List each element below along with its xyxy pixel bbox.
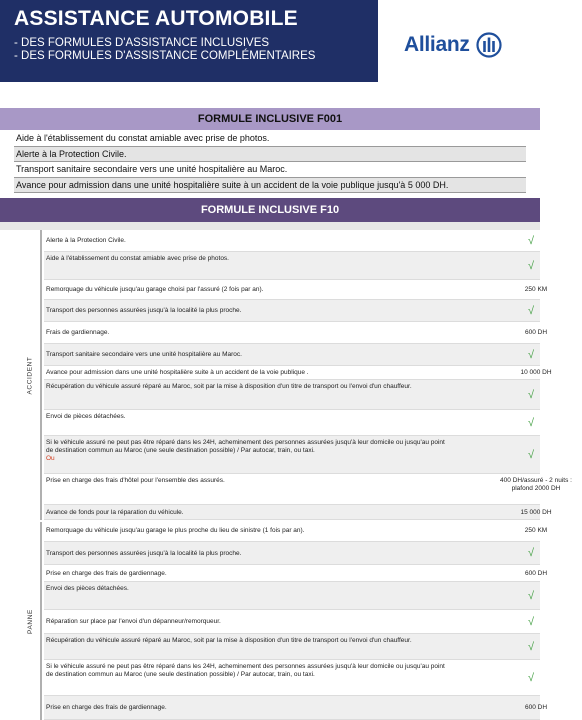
checkmark-icon: √ bbox=[528, 640, 535, 653]
page-title: ASSISTANCE AUTOMOBILE bbox=[14, 7, 298, 30]
checkmark-icon: √ bbox=[528, 615, 535, 628]
panne-item bbox=[44, 565, 548, 582]
accident-item bbox=[44, 252, 540, 280]
accident-item-value: 15 000 DH bbox=[520, 508, 552, 516]
checkmark-icon: √ bbox=[528, 671, 535, 684]
panne-item bbox=[44, 634, 540, 660]
accident-item-label: Prise en charge des frais d'hôtel pour l'ensemble des assurés. bbox=[46, 477, 225, 484]
accident-item-value: 10 000 DH bbox=[520, 369, 552, 376]
panne-item-value: 600 DH bbox=[524, 704, 548, 711]
panne-item-label: Si le véhicule assuré ne peut pas être réparé dans les 24H, acheminement des personnes assurées jusqu'à leur domicile ou jusqu'au point de destination commun au Maroc (une seule destination possible) / Par autocar, train, ou taxi. bbox=[46, 663, 445, 678]
checkmark-icon: √ bbox=[528, 589, 535, 602]
panne-item-label: Envoi des pièces détachées. bbox=[46, 585, 129, 592]
f001-list bbox=[14, 131, 526, 193]
panne-group-divider bbox=[40, 522, 42, 720]
panne-item-value: 250 KM bbox=[524, 527, 548, 534]
accident-item bbox=[44, 436, 540, 474]
panne-item bbox=[44, 660, 540, 696]
panne-item-label: Récupération du véhicule assuré réparé au Maroc, soit par la mise à disposition d'un titre de transport ou l'envoi d'un chauffeur. bbox=[46, 637, 412, 644]
header bbox=[0, 0, 540, 100]
subtitle-inclusive: - DES FORMULES D'ASSISTANCE INCLUSIVES bbox=[14, 37, 270, 49]
accident-item-label: Aide à l'établissement du constat amiable avec prise de photos. bbox=[46, 255, 229, 262]
accident-item bbox=[44, 366, 552, 380]
accident-item-value: 400 DH/assuré - 2 nuits : plafond 2000 DH bbox=[500, 477, 572, 492]
accident-item-label: Si le véhicule assuré ne peut pas être réparé dans les 24H, acheminement des personnes assurées jusqu'à leur domicile ou jusqu'au point de destination commun au Maroc (une seule destination possible) / Par autocar, train, ou taxi. Ou bbox=[46, 439, 448, 463]
panne-item bbox=[44, 610, 540, 634]
checkmark-icon: √ bbox=[528, 448, 535, 461]
allianz-eagle-icon bbox=[476, 32, 502, 58]
accident-item bbox=[44, 380, 540, 410]
checkmark-icon: √ bbox=[528, 547, 535, 559]
accident-item-label: Alerte à la Protection Civile. bbox=[46, 237, 126, 244]
left-margin bbox=[0, 230, 20, 720]
accident-item bbox=[44, 300, 540, 322]
accident-item-label: Récupération du véhicule assuré réparé au Maroc, soit par la mise à disposition d'un titre de transport ou l'envoi d'un chauffeur. bbox=[46, 383, 412, 390]
accident-item bbox=[44, 280, 548, 300]
logo-text: Allianz bbox=[404, 33, 470, 56]
panne-item-value: 600 DH bbox=[524, 569, 548, 577]
accident-item-label: Avance pour admission dans une unité hospitalière suite à un accident de la voie publique . bbox=[46, 369, 309, 376]
panne-item-label: Prise en charge des frais de gardiennage. bbox=[46, 569, 167, 577]
checkmark-icon: √ bbox=[528, 259, 535, 272]
f001-item: Aide à l'établissement du constat amiable avec prise de photos. bbox=[14, 131, 526, 147]
checkmark-icon: √ bbox=[528, 416, 535, 429]
title-box bbox=[0, 0, 378, 82]
accident-group-label: ACCIDENT bbox=[26, 355, 34, 395]
panne-group-label: PANNE bbox=[26, 608, 34, 634]
accident-item-value: 250 KM bbox=[524, 286, 548, 293]
f001-item: Alerte à la Protection Civile. bbox=[14, 147, 526, 163]
panne-item-label: Transport des personnes assurées jusqu'à la localité la plus proche. bbox=[46, 549, 242, 557]
f10-header-strip bbox=[0, 222, 540, 230]
panne-item-label: Réparation sur place par l'envoi d'un dépanneur/remorqueur. bbox=[46, 618, 221, 625]
f001-title-bar: FORMULE INCLUSIVE F001 bbox=[0, 108, 540, 130]
checkmark-icon: √ bbox=[528, 234, 535, 247]
checkmark-icon: √ bbox=[528, 348, 535, 361]
panne-item bbox=[44, 520, 548, 542]
accident-item bbox=[44, 230, 540, 252]
allianz-logo bbox=[404, 32, 502, 58]
panne-item bbox=[44, 696, 548, 720]
accident-item-label: Transport sanitaire secondaire vers une unité hospitalière au Maroc. bbox=[46, 351, 242, 358]
checkmark-icon: √ bbox=[528, 388, 535, 401]
accident-item bbox=[44, 344, 540, 366]
accident-item bbox=[44, 505, 552, 520]
accident-item bbox=[44, 474, 572, 505]
accident-item-value: 600 DH bbox=[524, 329, 548, 336]
accident-item-label: Remorquage du véhicule jusqu'au garage choisi par l'assuré (2 fois par an). bbox=[46, 286, 264, 293]
ou-connector: Ou bbox=[46, 455, 55, 462]
checkmark-icon: √ bbox=[528, 304, 535, 317]
panne-item-label: Remorquage du véhicule jusqu'au garage le plus proche du lieu de sinistre (1 fois par an). bbox=[46, 527, 305, 534]
panne-item-label: Prise en charge des frais de gardiennage. bbox=[46, 704, 167, 711]
subtitle-complementary: - DES FORMULES D'ASSISTANCE COMPLÉMENTAIRES bbox=[14, 50, 316, 62]
accident-group-divider bbox=[40, 230, 42, 520]
accident-item-label: Frais de gardiennage. bbox=[46, 329, 110, 336]
f001-item: Avance pour admission dans une unité hospitalière suite à un accident de la voie publique jusqu'à 5 000 DH. bbox=[14, 178, 526, 194]
accident-item-label: Transport des personnes assurées jusqu'à la localité la plus proche. bbox=[46, 307, 242, 314]
accident-item bbox=[44, 410, 540, 436]
accident-item-label: Envoi de pièces détachées. bbox=[46, 413, 126, 420]
f001-item: Transport sanitaire secondaire vers une unité hospitalière au Maroc. bbox=[14, 162, 526, 178]
panne-item bbox=[44, 542, 540, 565]
f10-title-bar: FORMULE INCLUSIVE F10 bbox=[0, 198, 540, 222]
accident-item-label: Avance de fonds pour la réparation du véhicule. bbox=[46, 508, 184, 516]
panne-item bbox=[44, 582, 540, 610]
accident-item bbox=[44, 322, 548, 344]
